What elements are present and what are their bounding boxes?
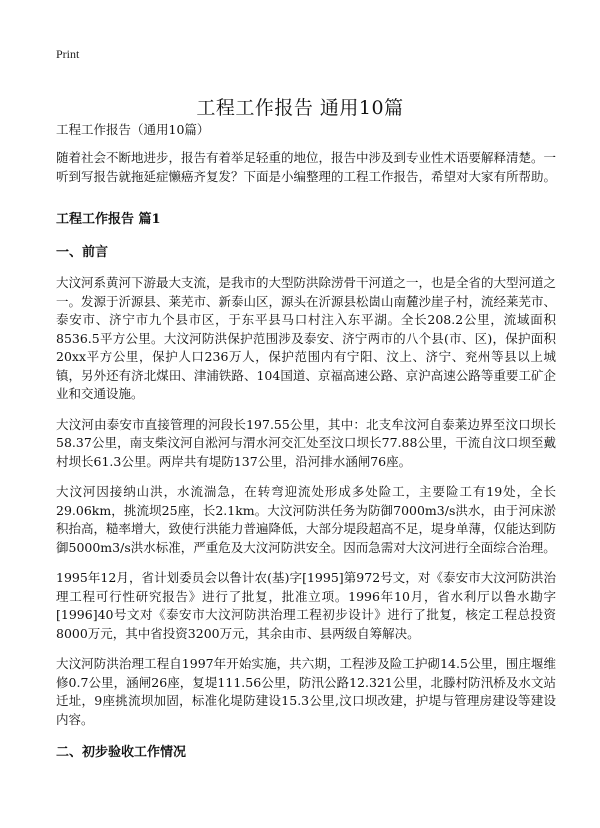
paragraph: 大汶河由泰安市直接管理的河段长197.55公里，其中：北支牟汶河自泰莱边界至汶口坝长58.37公里，南支柴汶河自淞河与渭水河交汇处至汶口坝长77.88公里，干流自汶口坝至戴村坝长61.3公里。两岸共有堤防137公里，沿河排水涵闸76座。 — [56, 416, 556, 469]
paragraph: 大汶河因接纳山洪，水流湍急，在转弯迎流处形成多处险工，主要险工有19处，全长29.06km，挑流坝25座，长2.1km。大汶河防洪任务为防御7000m3/s洪水，由于河床淤积抬高，糙率增大，致使行洪能力普遍降低，大部分堤段超高不足，堤身单薄，仅能达到防御5000m3/s洪水标准，严重危及大汶河防洪安全。因而急需对大汶河进行全面综合治理。 — [56, 484, 557, 555]
document-subtitle: 工程工作报告（通用10篇） — [56, 122, 210, 137]
document-body — [56, 121, 556, 774]
intro-paragraph: 随着社会不断地进步，报告有着举足轻重的地位，报告中涉及到专业性术语要解释清楚。一听到写报告就拖延症懒癌齐复发？下面是小编整理的工程工作报告，希望对大家有所帮助。 — [56, 150, 557, 184]
section-title: 工程工作报告 篇1 — [56, 212, 161, 227]
heading-preface: 一、前言 — [56, 245, 109, 260]
paragraph: 1995年12月，省计划委员会以鲁计农(基)字[1995]第972号文，对《泰安市大汶河防洪治理工程可行性研究报告》进行了批复，批准立项。1996年10月，省水利厅以鲁水勘字[1996]40号文对《泰安市大汶河防洪治理工程初步设计》进行了批复，核定工程总投资8000万元，其中省投资3200万元，其余由市、县两级自筹解决。 — [56, 570, 556, 641]
paragraph: 大汶河防洪治理工程自1997年开始实施，共六期，工程涉及险工护砌14.5公里，围庄堰维修0.7公里，涵闸26座，复堤111.56公里，防汛公路12.321公里，北滕村防汛桥及水文站迁址，9座挑流坝加固，标准化堤防建设15.3公里,汶口坝改建，护堤与管理房建设等建设内容。 — [56, 656, 556, 727]
heading-acceptance: 二、初步验收工作情况 — [56, 745, 187, 760]
print-link[interactable]: Print — [56, 47, 80, 61]
page-title: 工程工作报告 通用10篇 — [196, 96, 404, 119]
paragraph: 大汶河系黄河下游最大支流，是我市的大型防洪除涝骨干河道之一，也是全省的大型河道之一。发源于沂源县、莱芜市、新泰山区，源头在沂源县松崮山南麓沙崖子村，流经莱芜市、泰安市、济宁市九个县市区，于东平县马口村注入东平湖。全长208.2公里，流域面积8536.5平方公里。大汶河防洪保护范围涉及泰安、济宁两市的八个县(市、区)，保护面积20xx平方公里，保护人口236万人，保护范围内有宁阳、汶上、济宁、兖州等县以上城镇，另外还有济北煤田、津浦铁路、104国道、京福高速公路、京沪高速公路等重要工矿企业和交通设施。 — [56, 275, 557, 401]
